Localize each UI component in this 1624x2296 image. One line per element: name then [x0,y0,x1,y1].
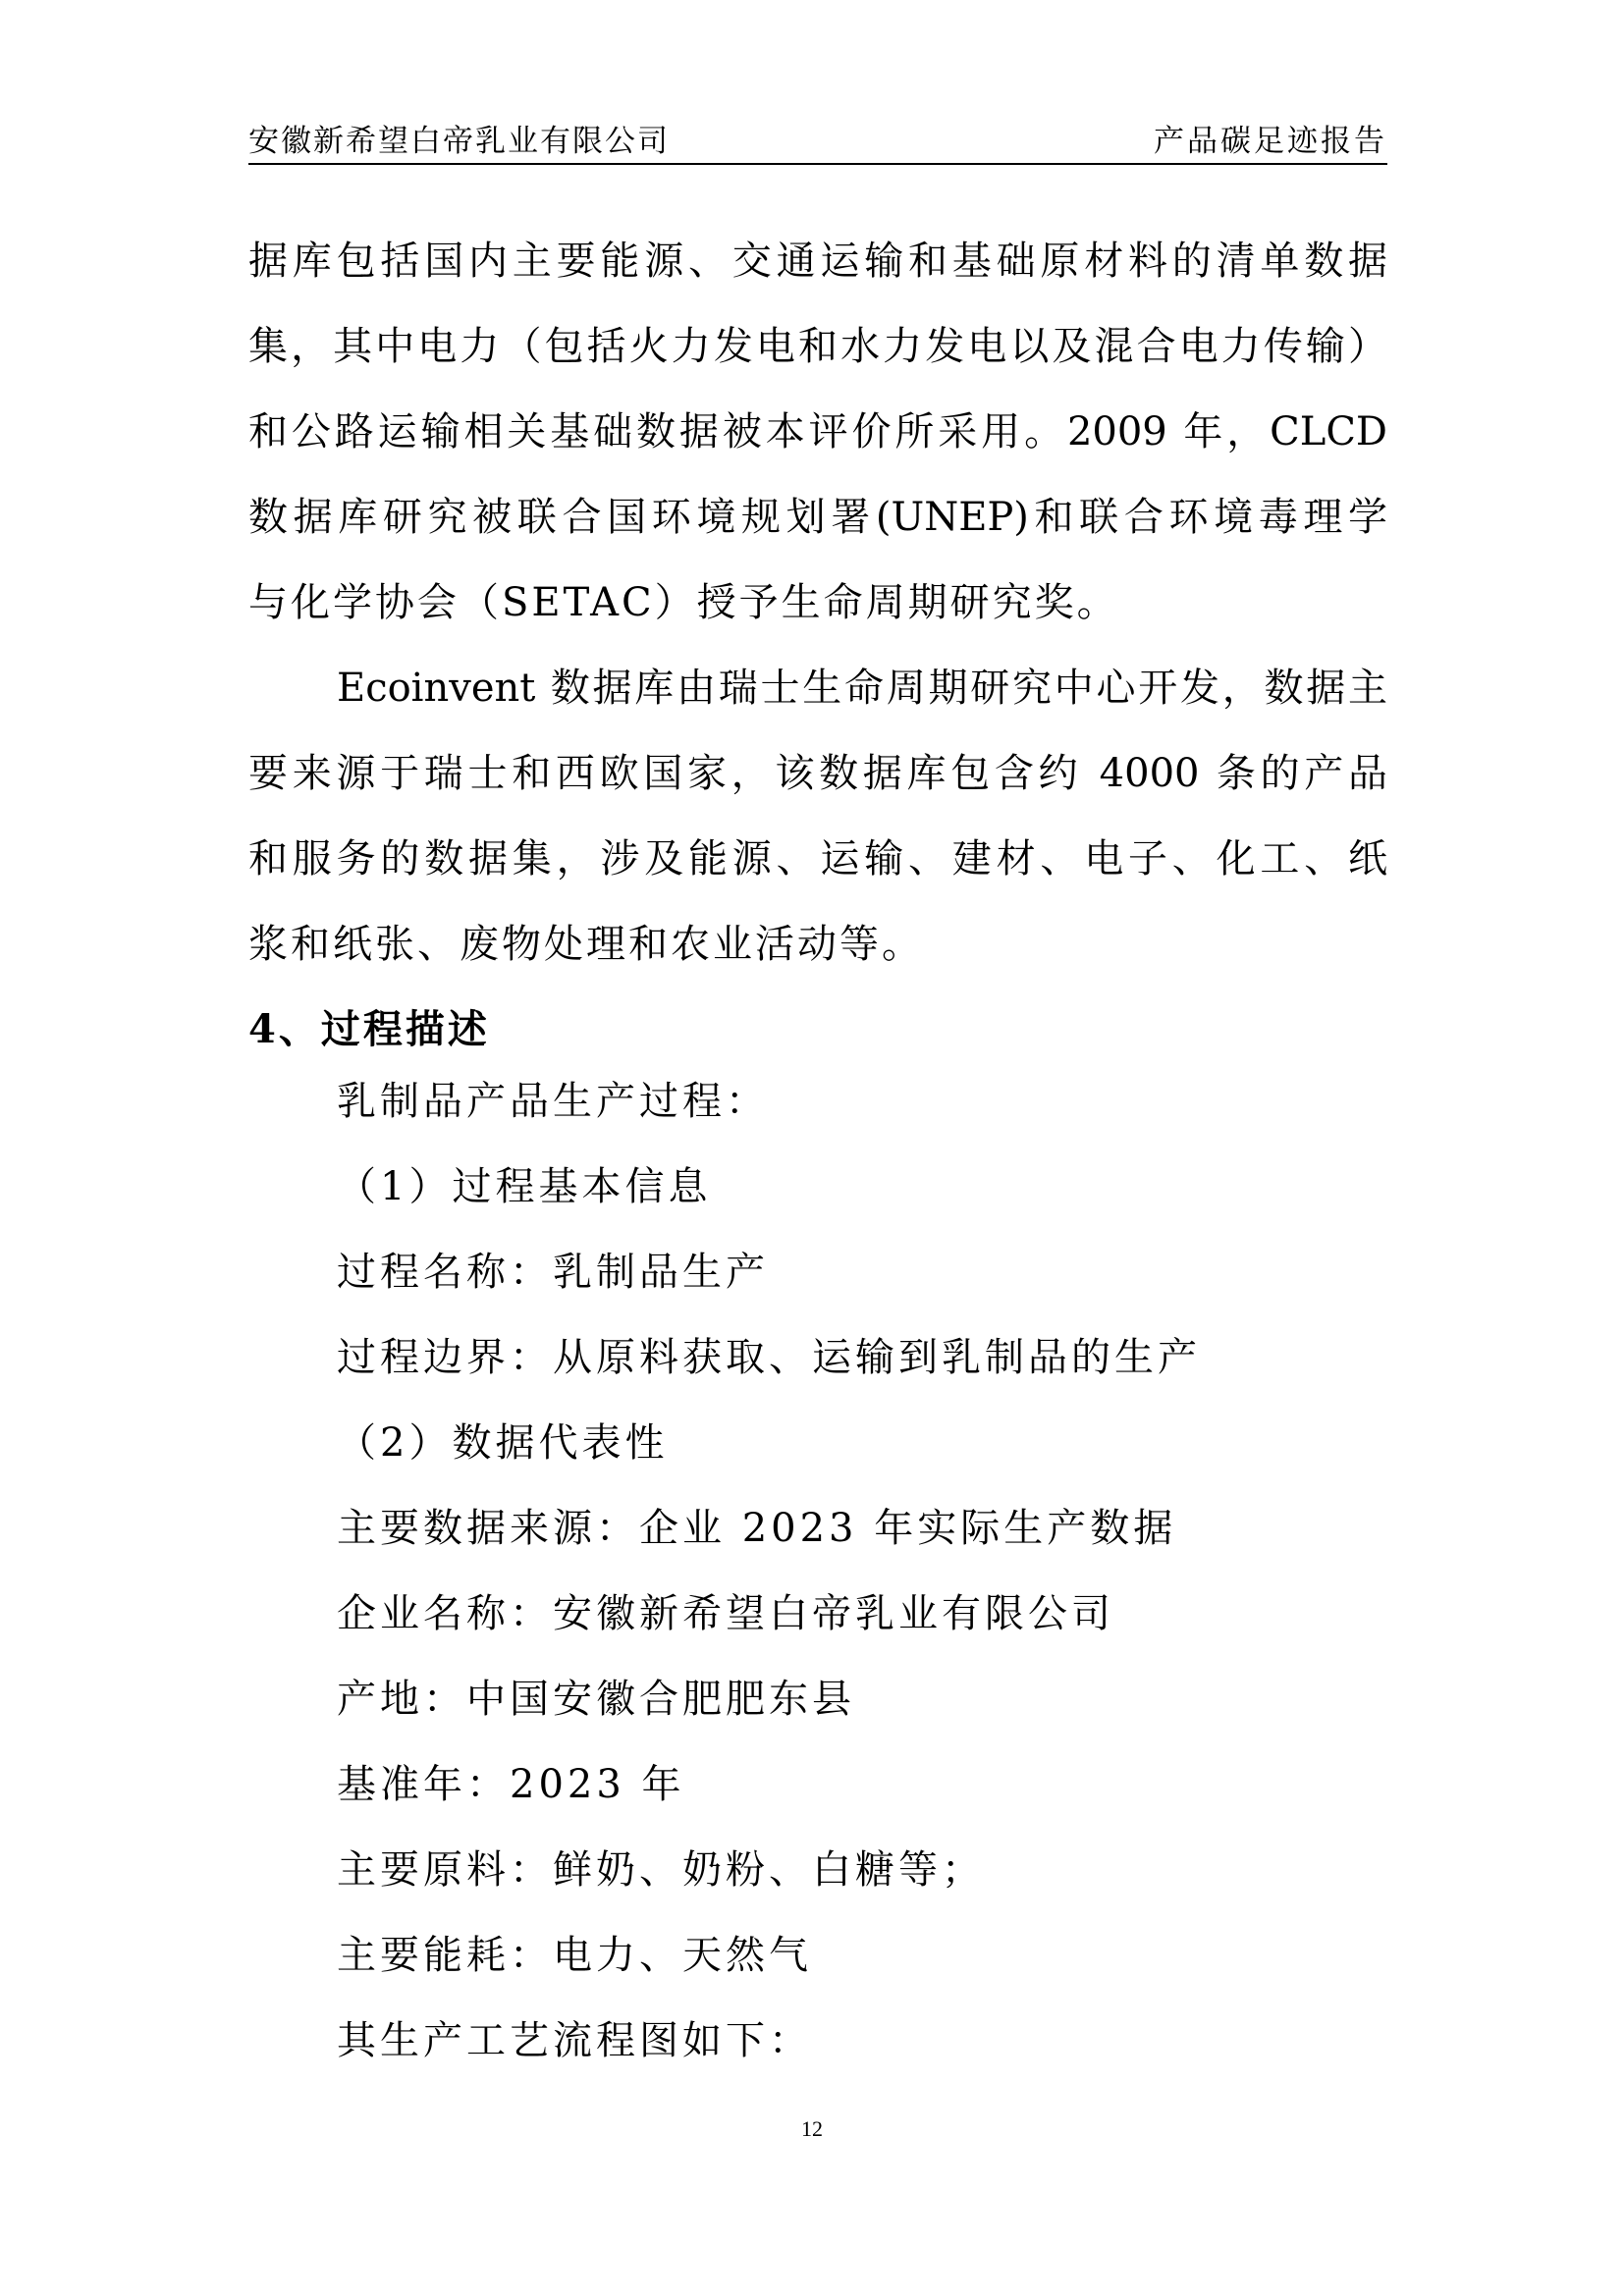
paragraph2-line-4: 浆和纸张、废物处理和农业活动等。 [248,922,924,967]
paragraph1-line-1: 据库包括国内主要能源、交通运输和基础原材料的清单数据 [248,239,1387,284]
paragraph1-line-3: 和公路运输相关基础数据被本评价所采用。2009 年，CLCD [248,409,1387,454]
section-item-4: 过程边界：从原料获取、运输到乳制品的生产 [337,1335,1201,1380]
header-company-name: 安徽新希望白帝乳业有限公司 [248,124,670,159]
page-number: 12 [801,2116,823,2141]
section-heading: 4、过程描述 [248,1006,490,1052]
section-item-11: 主要能耗：电力、天然气 [337,1933,812,1978]
section-item-3: 过程名称：乳制品生产 [337,1250,769,1295]
section-item-12: 其生产工艺流程图如下： [337,2018,812,2063]
section-item-2: （1）过程基本信息 [337,1164,712,1209]
paragraph1-line-4: 数据库研究被联合国环境规划署(UNEP)和联合环境毒理学 [248,495,1387,540]
section-item-7: 企业名称：安徽新希望白帝乳业有限公司 [337,1591,1114,1636]
paragraph2-line-2: 要来源于瑞士和西欧国家，该数据库包含约 4000 条的产品 [248,751,1387,796]
section-item-5: （2）数据代表性 [337,1420,669,1466]
paragraph1-line-2: 集，其中电力（包括火力发电和水力发电以及混合电力传输） [248,324,1387,369]
paragraph2-line-1: Ecoinvent 数据库由瑞士生命周期研究中心开发，数据主 [337,666,1387,711]
section-item-1: 乳制品产品生产过程： [337,1079,769,1124]
header-report-title: 产品碳足迹报告 [1154,124,1387,159]
section-item-8: 产地：中国安徽合肥肥东县 [337,1677,855,1722]
section-item-10: 主要原料：鲜奶、奶粉、白糖等； [337,1847,985,1893]
page-header [248,116,1387,165]
paragraph1-line-5: 与化学协会（SETAC）授予生命周期研究奖。 [248,580,1119,625]
section-item-9: 基准年：2023 年 [337,1762,685,1807]
section-item-6: 主要数据来源：企业 2023 年实际生产数据 [337,1506,1177,1551]
paragraph2-line-3: 和服务的数据集，涉及能源、运输、建材、电子、化工、纸 [248,836,1387,881]
